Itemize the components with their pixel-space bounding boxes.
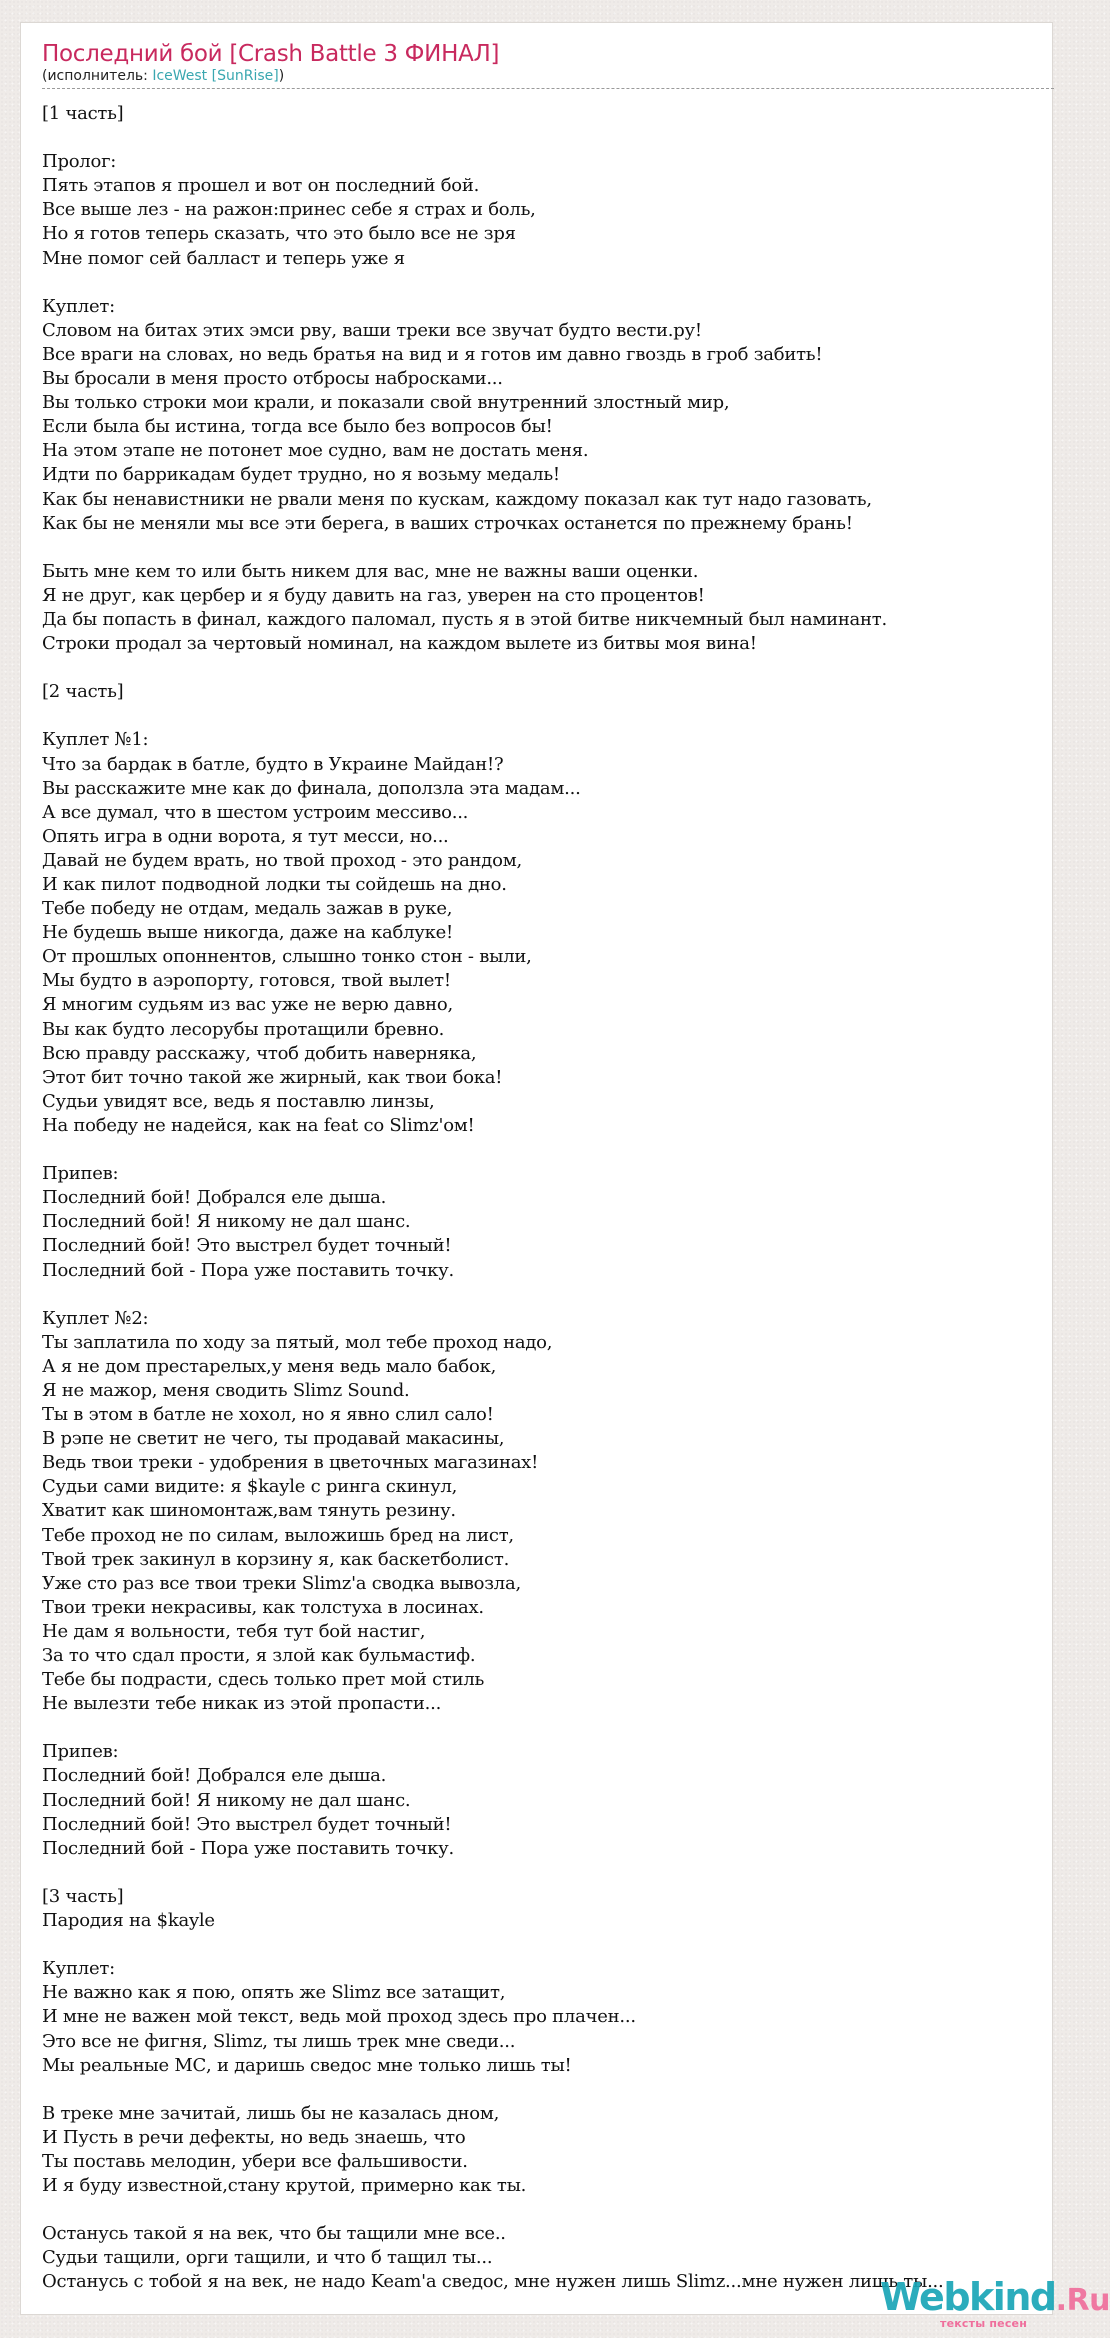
- lyrics-line: Как бы ненавистники не рвали меня по кускам, каждому показал как тут надо газовать,: [42, 488, 872, 510]
- lyrics-line: Куплет №1:: [42, 729, 149, 751]
- lyrics-line: Судьи увидят все, ведь я поставлю линзы,: [42, 1090, 435, 1112]
- lyrics-blank-line: [42, 1283, 1082, 1307]
- lyrics-line: Ведь твои треки - удобрения в цветочных магазинах!: [42, 1452, 539, 1474]
- watermark-brand: [880, 2275, 1110, 2320]
- lyrics-line: В треке мне зачитай, лишь бы не казалась дном,: [42, 2102, 500, 2124]
- lyrics-line: И Пусть в речи дефекты, но ведь знаешь, что: [42, 2126, 466, 2148]
- lyrics-line: Не дам я вольности, тебя тут бой настиг,: [42, 1620, 426, 1642]
- lyrics-line: Последний бой! Я никому не дал шанс.: [42, 1211, 411, 1233]
- lyrics-line: Последний бой! Это выстрел будет точный!: [42, 1235, 452, 1257]
- lyrics-line: Последний бой! Я никому не дал шанс.: [42, 1789, 411, 1811]
- lyrics-line: Опять игра в одни ворота, я тут месси, но...: [42, 825, 449, 847]
- lyrics-line: Да бы попасть в финал, каждого паломал, пусть я в этой битве никчемный был наминант.: [42, 608, 887, 630]
- song-title: Последний бой [Crash Battle 3 ФИНАЛ]: [42, 41, 500, 67]
- lyrics-line: И как пилот подводной лодки ты сойдешь на дно.: [42, 874, 507, 895]
- lyrics-line: Я не друг, как цербер и я буду давить на газ, уверен на сто процентов!: [42, 584, 705, 606]
- lyrics-line: Все выше лез - на ражон:принес себе я страх и боль,: [42, 199, 536, 221]
- artist-link[interactable]: IceWest [SunRise]: [152, 68, 279, 84]
- lyrics-line: Ты заплатила по ходу за пятый, мол тебе проход надо,: [42, 1331, 553, 1353]
- lyrics-blank-line: [42, 1716, 1082, 1740]
- lyrics-line: Куплет:: [42, 1958, 115, 1980]
- lyrics-line: Идти по баррикадам будет трудно, но я возьму медаль!: [42, 464, 560, 486]
- artist-suffix: ): [278, 68, 285, 84]
- lyrics-line: Вы только строки мои крали, и показали свой внутренний злостный мир,: [42, 392, 730, 414]
- lyrics-line: Уже сто раз все твои треки Slimz'a сводка вывозла,: [42, 1572, 521, 1594]
- lyrics-line: Судьи тащили, орги тащили, и что б тащил ты...: [42, 2247, 493, 2269]
- artist-line: [42, 67, 1054, 89]
- lyrics-line: Пять этапов я прошел и вот он последний бой.: [42, 175, 480, 197]
- watermark-tld: .Ru: [1055, 2283, 1110, 2318]
- lyrics-blank-line: [42, 1861, 1082, 1885]
- lyrics-blank-line: [42, 656, 1082, 680]
- lyrics-line: Ты поставь мелодин, убери все фальшивости.: [42, 2150, 468, 2172]
- lyrics-line: На победу не надейся, как на feat со Slimz'ом!: [42, 1114, 475, 1136]
- lyrics-blank-line: [42, 704, 1082, 728]
- lyrics-line: Если была бы истина, тогда все было без вопросов бы!: [42, 416, 553, 438]
- lyrics-line: Судьи сами видите: я $kayle с ринга скинул,: [42, 1476, 458, 1498]
- artist-prefix: (исполнитель:: [42, 68, 153, 84]
- lyrics-line: Словом на битах этих эмси рву, ваши треки все звучат будто вести.ру!: [42, 319, 702, 341]
- lyrics-line: Тебе проход не по силам, выложишь бред на лист,: [42, 1524, 514, 1546]
- lyrics-line: Вы как будто лесорубы протащили бревно.: [42, 1018, 445, 1040]
- webkind-logo: [880, 2275, 1110, 2338]
- lyrics-line: Пролог:: [42, 151, 117, 173]
- lyrics-line: Тебе победу не отдам, медаль зажав в руке,: [42, 898, 453, 920]
- lyrics-line: Останусь такой я на век, что бы тащили мне все..: [42, 2223, 506, 2245]
- lyrics-card: [20, 22, 1110, 2330]
- lyrics-line: Что за бардак в батле, будто в Украине Майдан!?: [42, 753, 504, 775]
- lyrics-line: От прошлых опоннентов, слышно тонко стон - выли,: [42, 946, 532, 968]
- lyrics-line: А все думал, что в шестом устроим мессиво...: [42, 801, 469, 823]
- lyrics-line: [3 часть]: [42, 1885, 124, 1907]
- lyrics-line: Твой трек закинул в корзину я, как баскетболист.: [42, 1548, 510, 1570]
- lyrics-line: Последний бой! Добрался еле дыша.: [42, 1765, 387, 1787]
- song-header: [42, 40, 1054, 89]
- lyrics-line: Как бы не меняли мы все эти берега, в ваших строчках останется по прежнему брань!: [42, 512, 853, 534]
- lyrics-line: Последний бой - Пора уже поставить точку.: [42, 1837, 454, 1859]
- lyrics-line: Твои треки некрасивы, как толстуха в лосинах.: [42, 1596, 484, 1618]
- lyrics-line: На этом этапе не потонет мое судно, вам не достать меня.: [42, 440, 589, 462]
- lyrics-line: За то что сдал прости, я злой как бульмастиф.: [42, 1645, 476, 1666]
- lyrics-line: Не будешь выше никогда, даже на каблуке!: [42, 922, 454, 944]
- lyrics-blank-line: [42, 126, 1082, 150]
- watermark-brand-name: Webkind: [880, 2275, 1056, 2319]
- lyrics-line: Не вылезти тебе никак из этой пропасти...: [42, 1693, 442, 1715]
- watermark-tagline: тексты песен: [940, 2317, 1028, 2330]
- lyrics-line: Всю правду расскажу, чтоб добить наверняка,: [42, 1042, 477, 1064]
- lyrics-line: Ты в этом в батле не хохол, но я явно слил сало!: [42, 1404, 494, 1426]
- lyrics-blank-line: [42, 1933, 1082, 1957]
- lyrics-line: А я не дом престарелых,у меня ведь мало бабок,: [42, 1355, 497, 1377]
- lyrics-blank-line: [42, 271, 1082, 295]
- lyrics-line: Но я готов теперь сказать, что это было все не зря: [42, 223, 516, 245]
- lyrics-line: Припев:: [42, 1163, 119, 1185]
- lyrics-line: Последний бой! Это выстрел будет точный!: [42, 1813, 452, 1835]
- lyrics-line: Тебе бы подрасти, сдесь только прет мой стиль: [42, 1669, 485, 1691]
- lyrics-line: Этот бит точно такой же жирный, как твои бока!: [42, 1066, 503, 1088]
- lyrics-line: В рэпе не светит не чего, ты продавай макасины,: [42, 1428, 505, 1450]
- lyrics-line: Вы бросали в меня просто отбросы набросками...: [42, 368, 503, 390]
- lyrics-line: Пародия на $kayle: [42, 1910, 215, 1932]
- lyrics-line: [1 часть]: [42, 103, 124, 124]
- lyrics-line: Строки продал за чертовый номинал, на каждом вылете из битвы моя вина!: [42, 633, 757, 655]
- lyrics-line: Куплет №2:: [42, 1307, 149, 1329]
- lyrics-line: Последний бой - Пора уже поставить точку.: [42, 1259, 454, 1281]
- lyrics-line: Быть мне кем то или быть никем для вас, мне не важны ваши оценки.: [42, 560, 699, 582]
- lyrics-line: Мне помог сей балласт и теперь уже я: [42, 247, 405, 269]
- lyrics-line: И я буду известной,стану крутой, примерно как ты.: [42, 2175, 527, 2197]
- lyrics-line: Это все не фигня, Slimz, ты лишь трек мне сведи...: [42, 2030, 516, 2052]
- lyrics-blank-line: [42, 2078, 1082, 2102]
- lyrics-line: Все враги на словах, но ведь братья на вид и я готов им давно гвоздь в гроб забить!: [42, 343, 823, 365]
- lyrics-line: Припев:: [42, 1741, 119, 1763]
- lyrics-text: [42, 102, 1082, 2295]
- lyrics-blank-line: [42, 536, 1082, 560]
- lyrics-line: Мы реальные МС, и даришь сведос мне только лишь ты!: [42, 2054, 572, 2076]
- lyrics-line: Куплет:: [42, 295, 115, 317]
- lyrics-line: И мне не важен мой текст, ведь мой проход здесь про плачен...: [42, 2006, 636, 2028]
- lyrics-line: Я не мажор, меня сводить Slimz Sound.: [42, 1379, 410, 1401]
- lyrics-blank-line: [42, 2198, 1082, 2222]
- lyrics-line: Давай не будем врать, но твой проход - это рандом,: [42, 849, 522, 871]
- lyrics-line: [2 часть]: [42, 681, 124, 703]
- lyrics-line: Останусь с тобой я на век, не надо Keam'a сведос, мне нужен лишь Slimz...мне нужен лишь ты...: [42, 2271, 944, 2293]
- lyrics-line: Не важно как я пою, опять же Slimz все затащит,: [42, 1982, 506, 2004]
- lyrics-line: Последний бой! Добрался еле дыша.: [42, 1187, 387, 1209]
- lyrics-line: Хватит как шиномонтаж,вам тянуть резину.: [42, 1500, 456, 1522]
- lyrics-line: Вы расскажите мне как до финала, доползла эта мадам...: [42, 777, 581, 799]
- lyrics-blank-line: [42, 1138, 1082, 1162]
- lyrics-line: Мы будто в аэропорту, готовся, твой вылет!: [42, 970, 451, 992]
- lyrics-line: Я многим судьям из вас уже не верю давно,: [42, 994, 453, 1016]
